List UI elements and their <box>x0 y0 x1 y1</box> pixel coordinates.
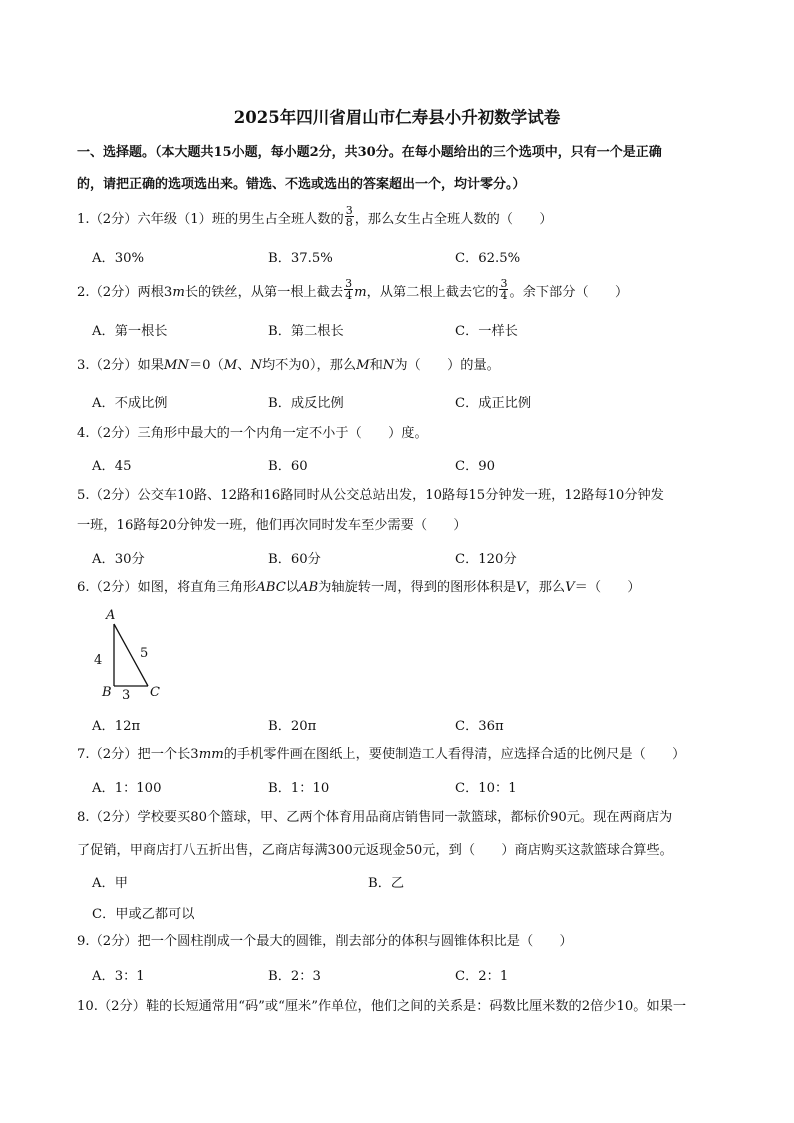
question-8-options-row2 <box>92 903 722 923</box>
variable: MN <box>163 358 189 373</box>
option-a[interactable]: A．1：100 <box>92 781 162 796</box>
unit-symbol: m <box>354 285 367 300</box>
variable: M <box>356 358 370 373</box>
question-text-end: ，那么女生占全班人数的（ ） <box>354 212 553 227</box>
option-c[interactable]: C．成正比例 <box>455 396 532 411</box>
question-text: 以 <box>285 580 299 595</box>
question-text: 公交车10路、12路和16路同时从公交总站出发，10路每15分钟发一班，12路每10分钟发 <box>137 488 664 503</box>
question-text: 把一个圆柱削成一个最大的圆锥，削去部分的体积与圆锥体积比是（ ） <box>137 934 573 949</box>
option-b[interactable]: B．60分 <box>268 552 321 567</box>
option-c[interactable]: C．2：1 <box>455 969 509 984</box>
fraction <box>499 278 508 301</box>
option-a[interactable]: A．30% <box>92 251 145 266</box>
fraction <box>345 205 354 228</box>
question-10 <box>77 993 722 1021</box>
question-7 <box>77 741 722 769</box>
variable: ABC <box>256 580 286 595</box>
side-ac-length: 5 <box>140 646 149 661</box>
question-text: ，那么 <box>525 580 566 595</box>
question-text-end: 。余下部分（ ） <box>509 285 629 300</box>
option-a[interactable]: A．45 <box>92 459 132 474</box>
option-a[interactable]: A．第一根长 <box>92 324 168 339</box>
side-ab-length: 4 <box>94 653 103 668</box>
question-text-end: 为（ ）的量。 <box>394 358 500 373</box>
vertex-b-label: B <box>102 685 112 700</box>
option-b[interactable]: B．成反比例 <box>268 396 344 411</box>
question-text: 为轴旋转一周，得到的图形体积是 <box>318 580 517 595</box>
question-1 <box>77 206 722 234</box>
question-8-line2: 了促销，甲商店打八五折出售，乙商店每满300元返现金50元，到（ ）商店购买这款篮球合算些。 <box>77 843 673 858</box>
question-text: 均不为0），那么 <box>261 358 357 373</box>
option-a[interactable]: A．甲 <box>92 876 128 891</box>
question-2 <box>77 279 722 307</box>
question-9-options <box>92 965 722 985</box>
question-5-line1 <box>77 482 722 510</box>
question-number: 2.（2分） <box>77 285 138 300</box>
question-number: 5.（2分） <box>77 488 138 503</box>
question-5-options <box>92 548 722 568</box>
question-text: 长的铁丝，从第一根上截去 <box>184 285 344 300</box>
question-text: ＝0（ <box>188 358 224 373</box>
question-5-line2: 一班，16路每20分钟发一班，他们再次同时发车至少需要（ ） <box>77 518 467 533</box>
vertex-a-label: A <box>106 608 116 623</box>
option-a[interactable]: A．12π <box>92 719 141 734</box>
vertex-c-label: C <box>150 685 160 700</box>
question-text: 鞋的长短通常用“码”或“厘米”作单位，他们之间的关系是：码数比厘米数的2倍少10。如果一 <box>145 999 687 1014</box>
question-3 <box>77 352 722 380</box>
question-8-options-row1 <box>92 872 722 892</box>
option-b[interactable]: B．第二根长 <box>268 324 344 339</box>
option-c[interactable]: C．90 <box>455 459 496 474</box>
option-b[interactable]: B．乙 <box>368 876 405 891</box>
question-text: 把一个长3 <box>137 747 199 762</box>
question-7-options <box>92 777 722 797</box>
side-bc-length: 3 <box>122 688 131 703</box>
fraction-numerator: 3 <box>345 277 353 290</box>
question-text: 如图，将直角三角形 <box>137 580 257 595</box>
fraction-numerator: 3 <box>500 277 508 290</box>
fraction-denominator: 8 <box>345 216 353 229</box>
section-instructions-line2: 的，请把正确的选项选出来。错选、不选或选出的答案超出一个，均计零分。） <box>77 177 526 192</box>
question-8-line1 <box>77 804 722 832</box>
question-4 <box>77 420 722 448</box>
fraction <box>344 278 353 301</box>
option-a[interactable]: A．30分 <box>92 552 145 567</box>
question-1-options <box>92 247 722 267</box>
question-number: 1.（2分） <box>77 212 138 227</box>
page-title: 2025年四川省眉山市仁寿县小升初数学试卷 <box>233 108 561 127</box>
option-c[interactable]: C．甲或乙都可以 <box>92 907 195 922</box>
option-c[interactable]: C．10：1 <box>455 781 517 796</box>
question-text: 三角形中最大的一个内角一定不小于（ ）度。 <box>137 426 428 441</box>
question-text: 、 <box>237 358 251 373</box>
variable: M <box>223 358 238 373</box>
question-text: 如果 <box>137 358 164 373</box>
triangle-figure <box>88 608 178 704</box>
option-a[interactable]: A．不成比例 <box>92 396 168 411</box>
option-b[interactable]: B．20π <box>268 719 317 734</box>
variable: AB <box>298 580 319 595</box>
option-b[interactable]: B．1：10 <box>268 781 330 796</box>
question-9 <box>77 928 722 956</box>
question-number: 4.（2分） <box>77 426 138 441</box>
question-number: 10.（2分） <box>77 999 146 1014</box>
variable: V <box>516 580 526 595</box>
question-text: 两根3 <box>137 285 173 300</box>
question-number: 6.（2分） <box>77 580 138 595</box>
option-c[interactable]: C．62.5% <box>455 251 521 266</box>
option-a[interactable]: A．3：1 <box>92 969 145 984</box>
option-b[interactable]: B．60 <box>268 459 308 474</box>
fraction-denominator: 4 <box>500 289 508 302</box>
variable: N <box>382 358 395 373</box>
question-2-options <box>92 320 722 340</box>
option-c[interactable]: C．36π <box>455 719 504 734</box>
question-text-end: 的手机零件画在图纸上，要使制造工人看得清，应选择合适的比例尺是（ ） <box>223 747 686 762</box>
question-text: 学校要买80个篮球，甲、乙两个体育用品商店销售同一款篮球，都标价90元。现在两商店为 <box>137 810 673 825</box>
question-6 <box>77 574 722 602</box>
question-3-options <box>92 392 722 412</box>
variable: N <box>250 358 262 373</box>
question-6-options <box>92 715 722 735</box>
option-c[interactable]: C．120分 <box>455 552 517 567</box>
question-4-options <box>92 455 722 475</box>
option-b[interactable]: B．2：3 <box>268 969 321 984</box>
question-number: 7.（2分） <box>77 747 138 762</box>
unit-symbol: m <box>172 285 185 300</box>
question-number: 3.（2分） <box>77 358 138 373</box>
option-b[interactable]: B．37.5% <box>268 251 333 266</box>
variable: V <box>565 580 575 595</box>
question-text: 六年级（1）班的男生占全班人数的 <box>137 212 344 227</box>
section-instructions-line1: 一、选择题。（本大题共15小题，每小题2分，共30分。在每小题给出的三个选项中，只有一个是正确 <box>77 145 662 160</box>
question-text: 和 <box>369 358 383 373</box>
question-number: 8.（2分） <box>77 810 138 825</box>
fraction-numerator: 3 <box>345 204 353 217</box>
option-c[interactable]: C．一样长 <box>455 324 518 339</box>
question-number: 9.（2分） <box>77 934 138 949</box>
question-text-end: ＝（ ） <box>574 580 641 595</box>
fraction-denominator: 4 <box>345 289 353 302</box>
question-text: ，从第二根上截去它的 <box>366 285 499 300</box>
unit-symbol: mm <box>198 747 224 762</box>
